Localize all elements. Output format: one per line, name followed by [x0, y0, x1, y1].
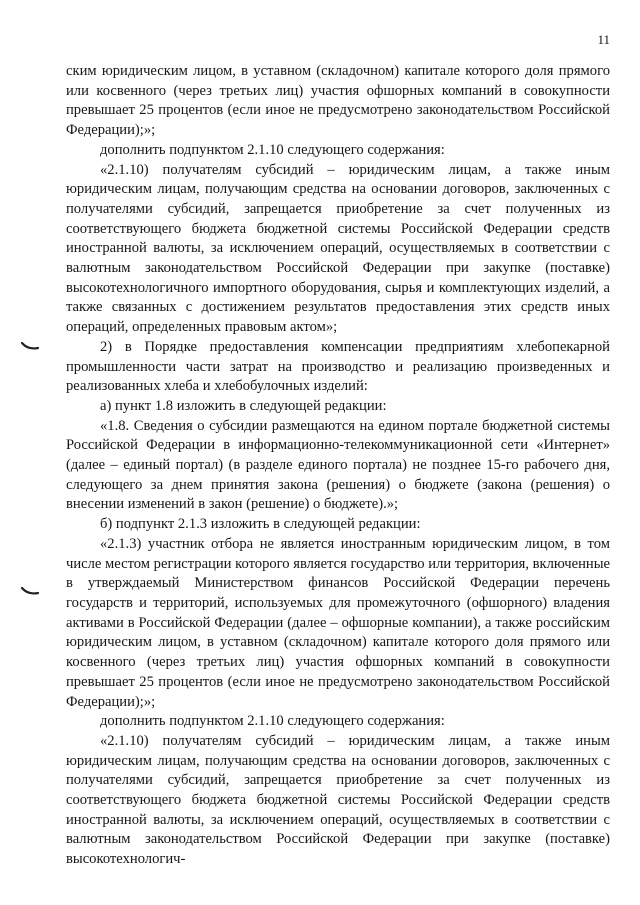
paragraph: дополнить подпунктом 2.1.10 следующего содержания: [100, 141, 445, 158]
paragraph: б) подпункт 2.1.3 изложить в следующей редакции: [100, 516, 421, 533]
margin-punch-mark-icon [20, 585, 44, 597]
page-number: 11 [597, 32, 610, 47]
paragraph: «2.1.10) получателям субсидий – юридическим лицам, а также иным юридическим лицам, получающим средства на основании договоров, заключенных с получателями субсидий, запрещается приобретение за счет полученных из соответствующего бюджета бюджетной системы Российской Федерации средств иностранной валюты, за исключением операций, осуществляемых в соответствии с валютным законодательством Российской Федерации при закупке (поставке) высокотехнологичного импортного оборудования, сырья и комплектующих изделий, а также связанных с достижением результатов предоставления этих средств иных операций, определенных правовым актом»; [66, 161, 610, 336]
paragraph: «1.8. Сведения о субсидии размещаются на едином портале бюджетной системы Российской Федерации в информационно-телекоммуникационной сети «Интернет» (далее – единый портал) (в разделе единого портала) не позднее 15-го рабочего дня, следующего за днем принятия закона (решения) о бюджете (закона (решения) о внесении изменений в закон (решение) о бюджете).»; [66, 417, 610, 513]
paragraph-continuation: ским юридическим лицом, в уставном (складочном) капитале которого доля прямого или косвенного (через третьих лиц) участия офшорных компаний в совокупности превышает 25 процентов (если иное не предусмотрено законодательством Российской Федерации);»; [66, 63, 610, 139]
paragraph: 2) в Порядке предоставления компенсации предприятиям хлебопекарной промышленности части затрат на производство и реализацию произведенных и реализованных хлеба и хлебобулочных изделий: [66, 338, 610, 395]
paragraph: «2.1.10) получателям субсидий – юридическим лицам, а также иным юридическим лицам, получающим средства на основании договоров, заключенных с получателями субсидий, запрещается приобретение за счет полученных из соответствующего бюджета бюджетной системы Российской Федерации средств иностранной валюты, за исключением операций, осуществляемых в соответствии с валютным законодательством Российской Федерации при закупке (поставке) высокотехнологич- [66, 732, 610, 868]
paragraph: а) пункт 1.8 изложить в следующей редакции: [100, 397, 387, 414]
document-body [66, 62, 610, 870]
margin-punch-mark-icon [20, 340, 44, 352]
paragraph: дополнить подпунктом 2.1.10 следующего содержания: [100, 713, 445, 730]
paragraph: «2.1.3) участник отбора не является иностранным юридическим лицом, в том числе местом регистрации которого является государство или территория, включенные в утверждаемый Министерством финансов Российской Федерации перечень государств и территорий, используемых для промежуточного (офшорного) владения активами в Российской Федерации (далее – офшорные компании), а также российским юридическим лицом, в уставном (складочном) капитале которого доля прямого или косвенного (через третьих лиц) участия офшорных компаний в совокупности превышает 25 процентов (если иное не предусмотрено законодательством Российской Федерации);»; [66, 535, 610, 710]
